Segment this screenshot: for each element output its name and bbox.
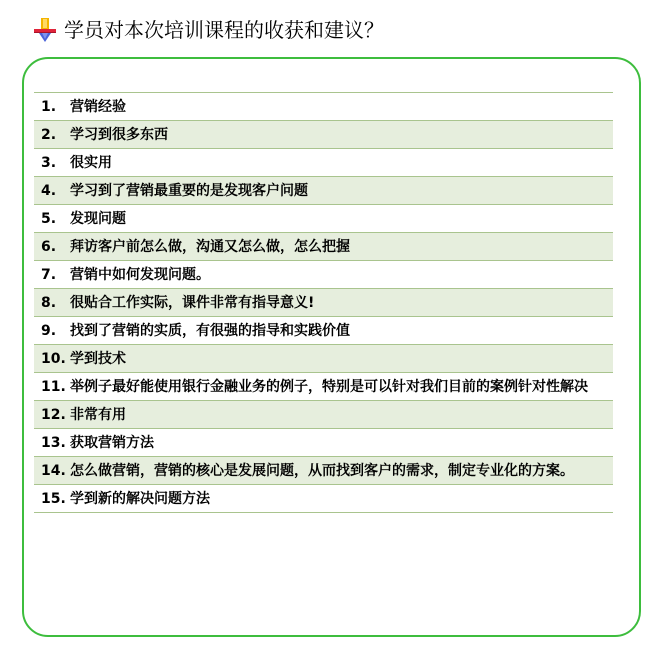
list-item — [34, 149, 613, 177]
item-number: 12. — [41, 406, 66, 423]
item-text: 拜访客户前怎么做，沟通又怎么做，怎么把握 — [70, 238, 350, 255]
item-number: 6. — [41, 238, 57, 255]
item-text: 找到了营销的实质，有很强的指导和实践价值 — [70, 322, 350, 339]
item-text: 学到技术 — [70, 350, 126, 367]
item-text: 获取营销方法 — [70, 434, 154, 451]
list-item — [34, 233, 613, 261]
item-text: 学到新的解决问题方法 — [70, 490, 210, 507]
item-text: 举例子最好能使用银行金融业务的例子，特别是可以针对我们目前的案例针对性解决 — [70, 378, 588, 395]
item-text: 很实用 — [70, 154, 112, 171]
item-text: 营销中如何发现问题。 — [70, 266, 210, 283]
list-item — [34, 93, 613, 121]
list-item — [34, 345, 613, 373]
item-number: 4. — [41, 182, 57, 199]
list-item — [34, 205, 613, 233]
list-item — [34, 429, 613, 457]
question-heading — [34, 16, 384, 44]
item-number: 3. — [41, 154, 57, 171]
item-number: 5. — [41, 210, 57, 227]
list-item — [34, 373, 613, 401]
list-item — [34, 177, 613, 205]
item-text: 非常有用 — [70, 406, 126, 423]
item-text: 很贴合工作实际，课件非常有指导意义! — [70, 294, 315, 311]
item-number: 7. — [41, 266, 57, 283]
list-item — [34, 261, 613, 289]
item-number: 13. — [41, 434, 66, 451]
item-number: 1. — [41, 98, 57, 115]
item-number: 9. — [41, 322, 57, 339]
answers-list — [34, 92, 613, 513]
item-number: 11. — [41, 378, 66, 395]
item-number: 10. — [41, 350, 66, 367]
item-text: 怎么做营销，营销的核心是发展问题，从而找到客户的需求，制定专业化的方案。 — [70, 462, 574, 479]
list-item — [34, 317, 613, 345]
list-item — [34, 401, 613, 429]
list-item — [34, 289, 613, 317]
item-number: 8. — [41, 294, 57, 311]
pin-bullet-icon — [34, 18, 56, 42]
question-title: 学员对本次培训课程的收获和建议？ — [64, 18, 384, 42]
item-number: 15. — [41, 490, 66, 507]
item-text: 学习到了营销最重要的是发现客户问题 — [70, 182, 308, 199]
item-text: 学习到很多东西 — [70, 126, 168, 143]
item-text: 营销经验 — [70, 98, 126, 115]
list-item — [34, 457, 613, 485]
item-number: 14. — [41, 462, 66, 479]
list-item — [34, 485, 613, 513]
list-item — [34, 121, 613, 149]
item-number: 2. — [41, 126, 57, 143]
item-text: 发现问题 — [70, 210, 126, 227]
